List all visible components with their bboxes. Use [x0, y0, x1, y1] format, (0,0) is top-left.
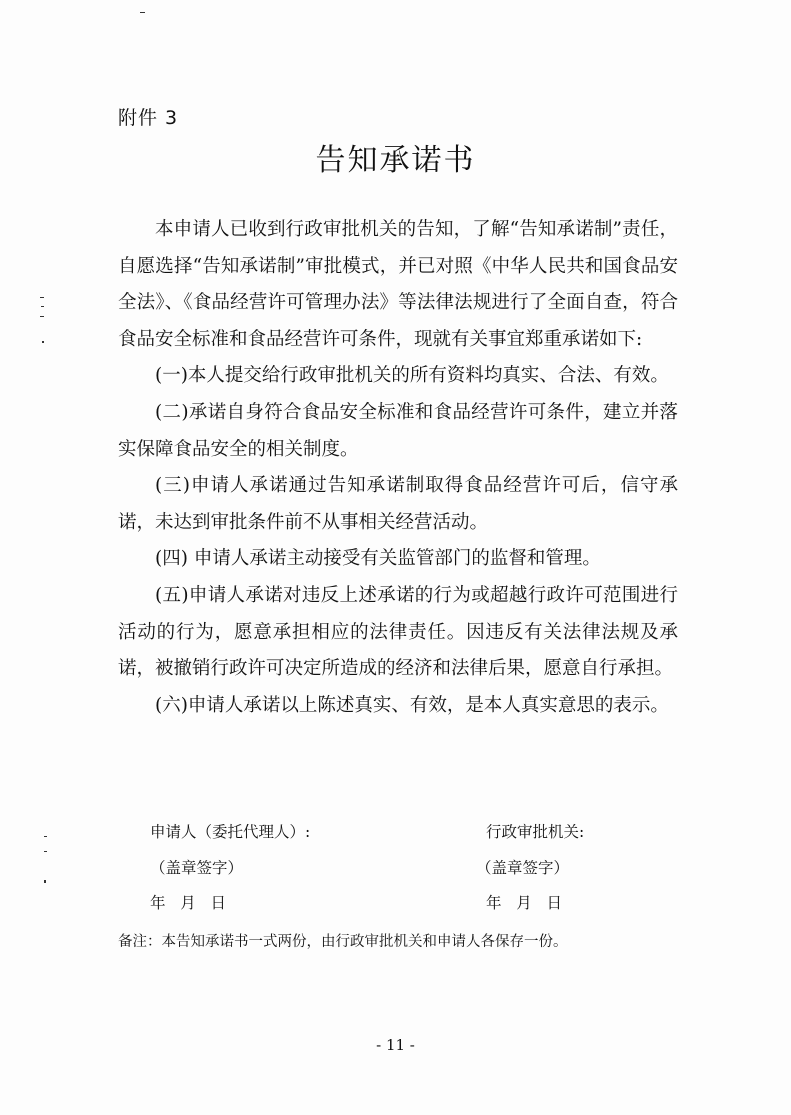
- document-title: 告知承诺书: [315, 143, 476, 178]
- applicant-label: 申请人（委托代理人）:: [150, 823, 311, 841]
- scan-mark: [41, 306, 44, 307]
- clause-4: (四) 申请人承诺主动接受有关监管部门的监督和管理。: [155, 548, 601, 570]
- clause-1: (一)本人提交给行政审批机关的所有资料均真实、合法、有效。: [155, 365, 669, 387]
- scan-mark: [140, 12, 145, 13]
- scan-mark: [44, 851, 47, 852]
- clause-2: (二)承诺自身符合食品安全标准和食品经营许可条件，建立并落实保障食品安全的相关制度。: [118, 401, 678, 460]
- commitment-body: [118, 212, 678, 724]
- authority-date: 年 月 日: [486, 894, 563, 912]
- scan-mark: [40, 297, 44, 298]
- clause-6: (六)申请人承诺以上陈述真实、有效，是本人真实意思的表示。: [155, 694, 669, 716]
- authority-seal: （盖章签字）: [476, 859, 570, 877]
- clause-5: (五)申请人承诺对违反上述承诺的行为或超越行政许可范围进行活动的行为，愿意承担相应的法律责任。因违反有关法律法规及承诺，被撤销行政许可决定所造成的经济和法律后果，愿意自行承担。: [118, 584, 678, 680]
- scan-mark: [44, 836, 47, 837]
- applicant-date: 年 月 日: [150, 894, 227, 912]
- attachment-label: 附件 3: [118, 107, 179, 129]
- intro-paragraph: 本申请人已收到行政审批机关的告知，了解“告知承诺制”责任，自愿选择“告知承诺制”审批模式，并已对照《中华人民共和国食品安全法》、《食品经营许可管理办法》等法律法规进行了全面自查，符合食品安全标准和食品经营许可条件，现就有关事宜郑重承诺如下:: [118, 219, 678, 350]
- authority-label: 行政审批机关:: [486, 823, 585, 841]
- applicant-seal: （盖章签字）: [150, 859, 244, 877]
- scan-mark: [42, 341, 44, 343]
- scan-mark: [44, 880, 46, 883]
- footnote: 备注：本告知承诺书一式两份，由行政审批机关和申请人各保存一份。: [118, 934, 568, 950]
- scan-mark: [40, 316, 44, 317]
- clause-3: (三)申请人承诺通过告知承诺制取得食品经营许可后，信守承诺，未达到审批条件前不从事相关经营活动。: [118, 475, 678, 533]
- page-number: - 11 -: [376, 1036, 415, 1054]
